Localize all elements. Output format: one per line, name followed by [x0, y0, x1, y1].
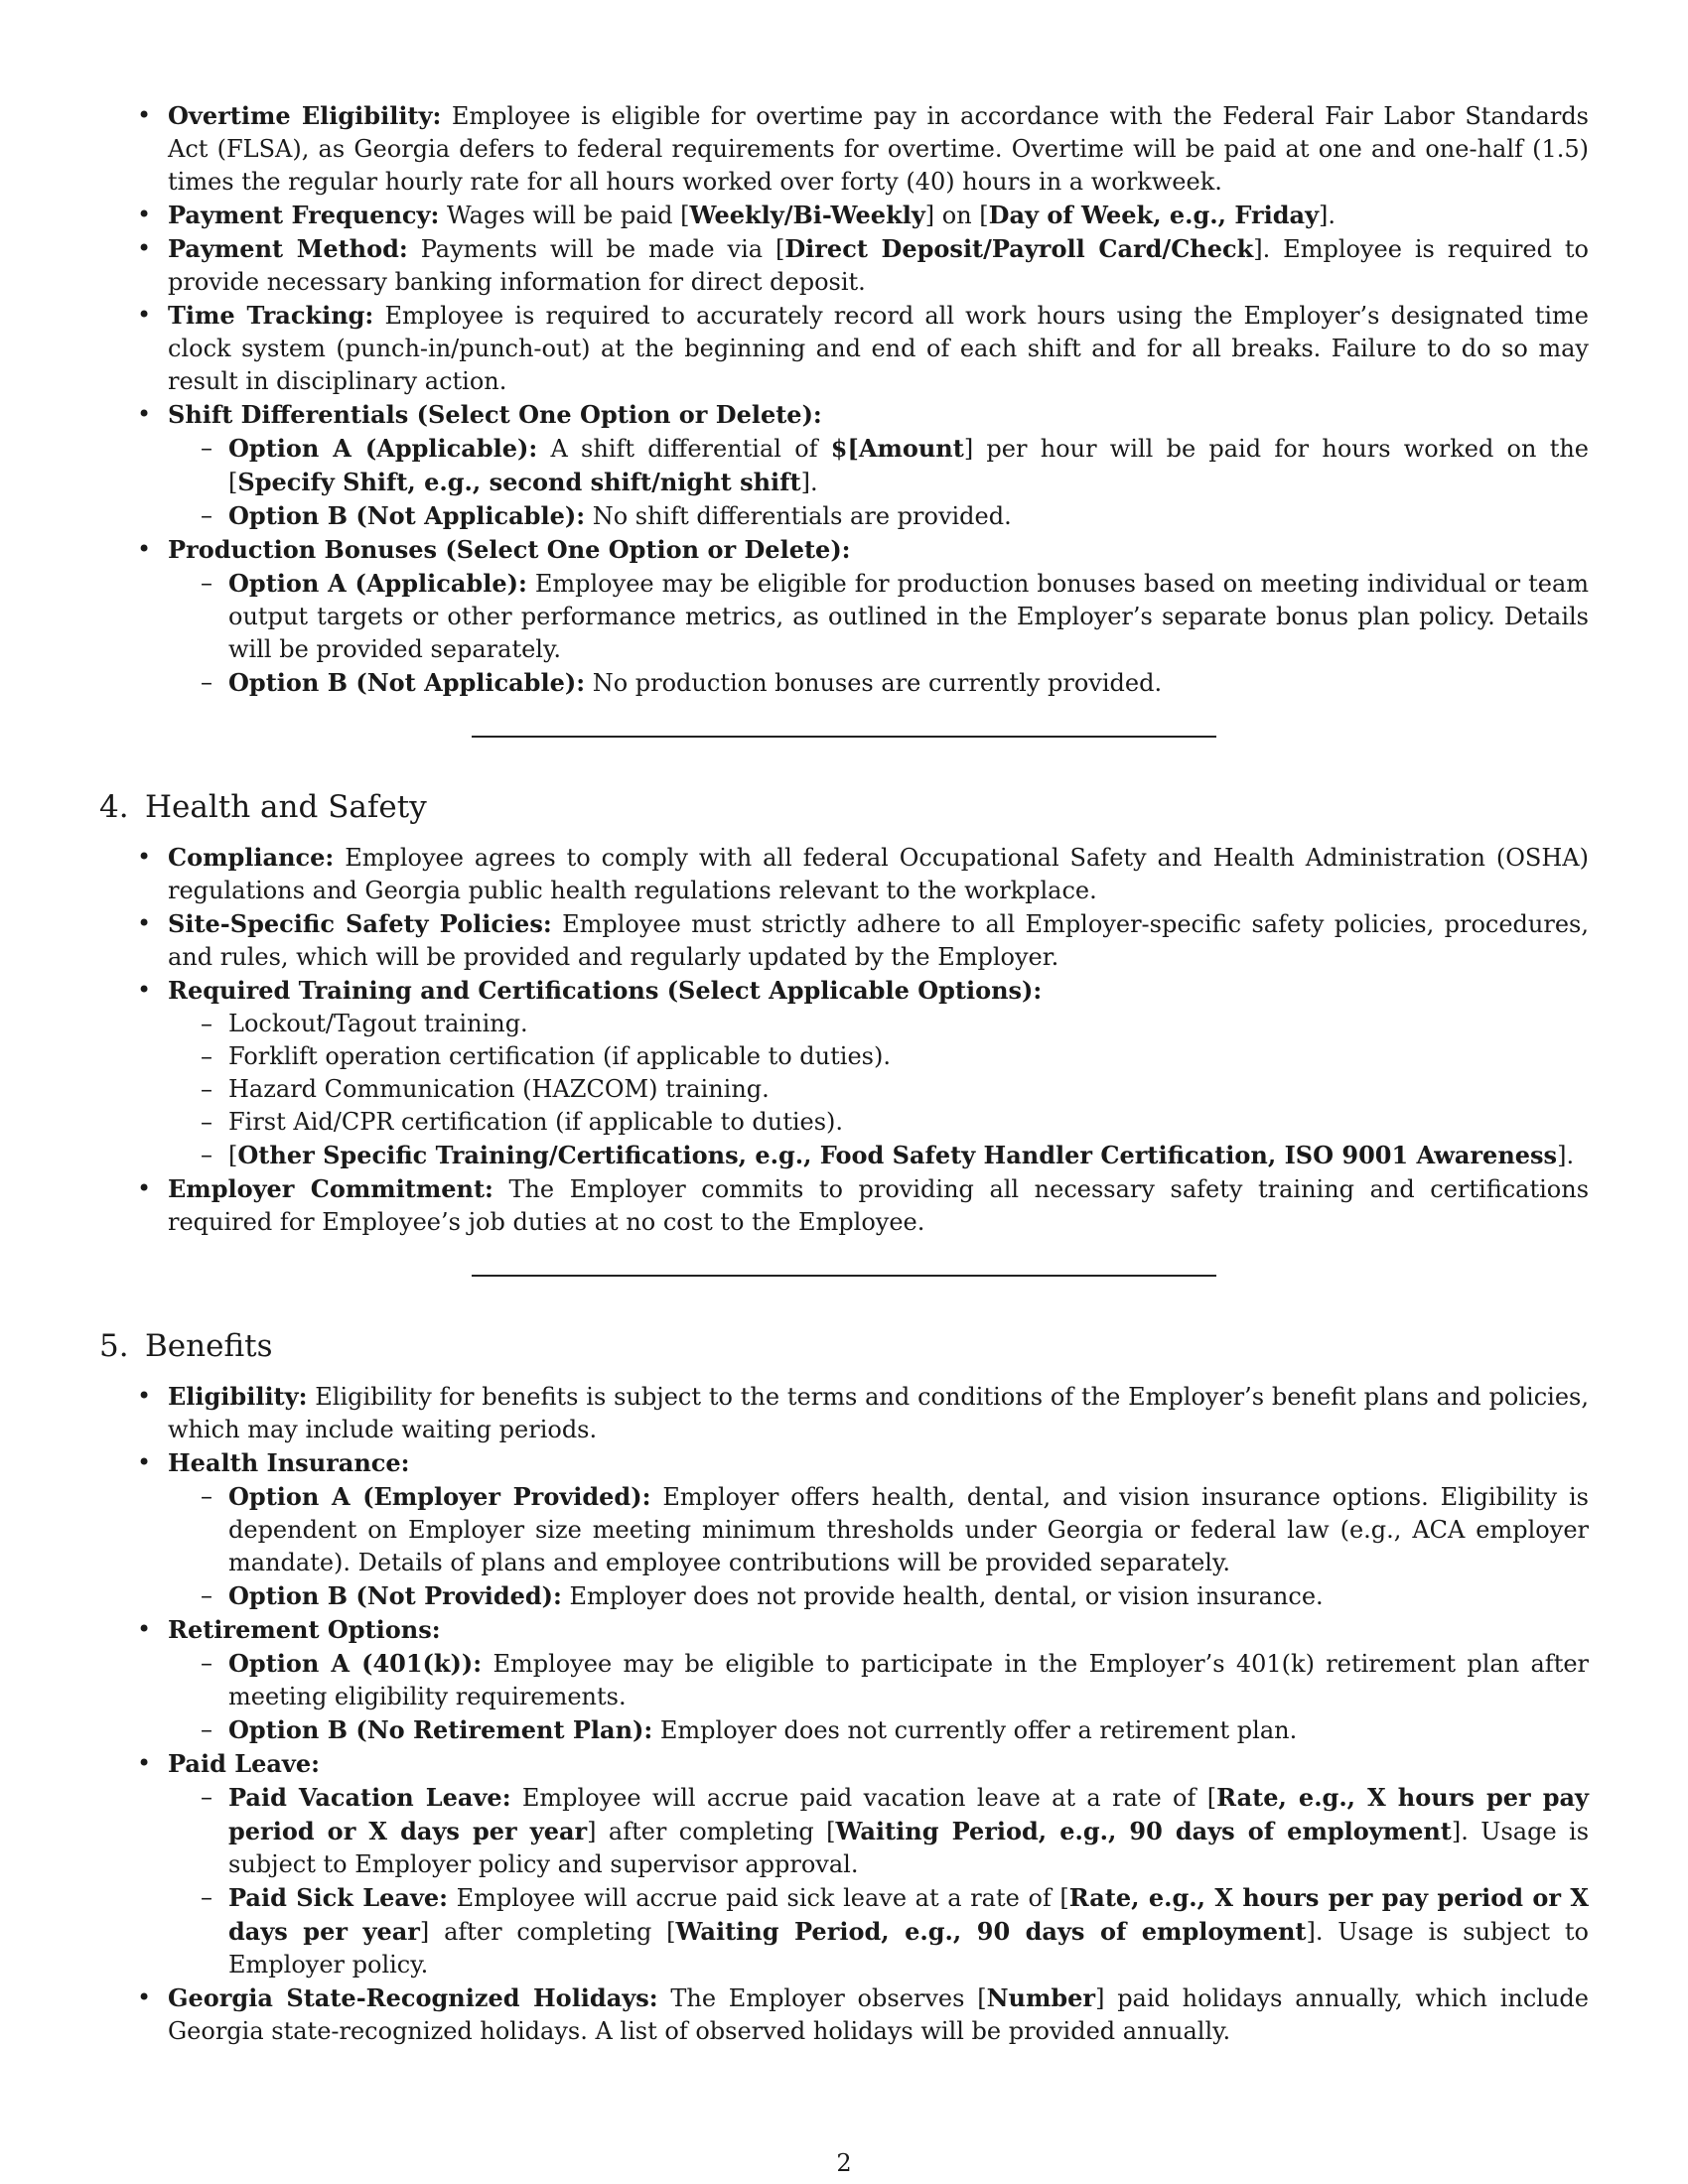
section-heading: 4. Health and Safety	[99, 789, 427, 825]
sub-list-item: – Option A (401(k)): Employee may be eligible to participate in the Employer’s 401(k) retirement plan after meeting eligibility requirements.	[168, 1647, 1589, 1713]
list-item: • Employer Commitment: The Employer commits to providing all necessary safety training and certifications required for Employee’s job duties at no cost to the Employee.	[99, 1172, 1589, 1239]
sub-list-item: – Lockout/Tagout training.	[168, 1008, 1589, 1040]
list-item: • Required Training and Certifications (Select Applicable Options): – Lockout/Tagout training. – Forklift operation certification (if applicable to duties). – Hazard Communication (HAZCOM) training. – First Aid/CPR certification (if applicable to duties). – [Other Specific Training/Certifications, e.g., Food Safety Handler Certification, ISO 9001 Awareness].	[99, 974, 1589, 1172]
list-item: • Production Bonuses (Select One Option or Delete): – Option A (Applicable): Employee may be eligible for production bonuses based on meeting individual or team output targets or other performance metrics, as outlined in the Employer’s separate bonus plan policy. Details will be provided separately. – Option B (Not Applicable): No production bonuses are currently provided.	[99, 533, 1589, 700]
sub-list-item: – First Aid/CPR certification (if applicable to duties).	[168, 1106, 1589, 1139]
section5-list	[99, 1380, 1589, 2048]
sub-list	[168, 1781, 1589, 1981]
sub-list-item: – Paid Sick Leave: Employee will accrue paid sick leave at a rate of [Rate, e.g., X hours per pay period or X days per year] after completing [Waiting Period, e.g., 90 days of employment]. Usage is subject to Employer policy.	[168, 1881, 1589, 1981]
sub-list-item: – Option B (Not Provided): Employer does not provide health, dental, or vision insurance.	[168, 1579, 1589, 1613]
sub-list-item: – Option A (Applicable): A shift differential of $[Amount] per hour will be paid for hours worked on the [Specify Shift, e.g., second shift/night shift].	[168, 432, 1589, 499]
sub-list	[168, 1480, 1589, 1613]
sub-list-item: – Option B (Not Applicable): No shift differentials are provided.	[168, 499, 1589, 533]
list-item: • Health Insurance: – Option A (Employer Provided): Employer offers health, dental, and vision insurance options. Eligibility is dependent on Employer size meeting minimum thresholds under Georgia or federal law (e.g., ACA employer mandate). Details of plans and employee contributions will be provided separately. – Option B (Not Provided): Employer does not provide health, dental, or vision insurance.	[99, 1446, 1589, 1613]
list-item: • Georgia State-Recognized Holidays: The Employer observes [Number] paid holidays annually, which include Georgia state-recognized holidays. A list of observed holidays will be provided annually.	[99, 1981, 1589, 2048]
list-item: • Compliance: Employee agrees to comply with all federal Occupational Safety and Health Administration (OSHA) regulations and Georgia public health regulations relevant to the workplace.	[99, 841, 1589, 907]
section4-list	[99, 841, 1589, 1239]
list-item: • Retirement Options: – Option A (401(k)): Employee may be eligible to participate in the Employer’s 401(k) retirement plan after meeting eligibility requirements. – Option B (No Retirement Plan): Employer does not currently offer a retirement plan.	[99, 1613, 1589, 1747]
sub-list-item: – Paid Vacation Leave: Employee will accrue paid vacation leave at a rate of [Rate, e.g., X hours per pay period or X days per year] after completing [Waiting Period, e.g., 90 days of employment]. Usage is subject to Employer policy and supervisor approval.	[168, 1781, 1589, 1881]
sub-list-item: – [Other Specific Training/Certifications, e.g., Food Safety Handler Certification, ISO 9001 Awareness].	[168, 1139, 1589, 1172]
sub-list	[168, 567, 1589, 700]
sub-list-item: – Option A (Employer Provided): Employer offers health, dental, and vision insurance options. Eligibility is dependent on Employer size meeting minimum thresholds under Georgia or federal law (e.g., ACA employer mandate). Details of plans and employee contributions will be provided separately.	[168, 1480, 1589, 1579]
section-divider	[472, 736, 1216, 738]
sub-list	[168, 1008, 1589, 1172]
sub-list-item: – Hazard Communication (HAZCOM) training.	[168, 1073, 1589, 1106]
section-divider	[472, 1275, 1216, 1277]
list-item: • Shift Differentials (Select One Option or Delete): – Option A (Applicable): A shift differential of $[Amount] per hour will be paid for hours worked on the [Specify Shift, e.g., second shift/night shift]. – Option B (Not Applicable): No shift differentials are provided.	[99, 398, 1589, 533]
list-item: • Site-Specific Safety Policies: Employee must strictly adhere to all Employer-specific safety policies, procedures, and rules, which will be provided and regularly updated by the Employer.	[99, 907, 1589, 974]
list-item: • Eligibility: Eligibility for benefits is subject to the terms and conditions of the Employer’s benefit plans and policies, which may include waiting periods.	[99, 1380, 1589, 1446]
list-item: • Paid Leave: – Paid Vacation Leave: Employee will accrue paid vacation leave at a rate of [Rate, e.g., X hours per pay period or X days per year] after completing [Waiting Period, e.g., 90 days of employment]. Usage is subject to Employer policy and supervisor approval. – Paid Sick Leave: Employee will accrue paid sick leave at a rate of [Rate, e.g., X hours per pay period or X days per year] after completing [Waiting Period, e.g., 90 days of employment]. Usage is subject to Employer policy.	[99, 1747, 1589, 1981]
section-heading: 5. Benefits	[99, 1328, 273, 1364]
list-item: • Payment Method: Payments will be made via [Direct Deposit/Payroll Card/Check]. Employee is required to provide necessary banking information for direct deposit.	[99, 232, 1589, 299]
sub-list	[168, 1647, 1589, 1747]
list-item: • Payment Frequency: Wages will be paid [Weekly/Bi-Weekly] on [Day of Week, e.g., Friday].	[99, 199, 1589, 232]
list-item: • Overtime Eligibility: Employee is eligible for overtime pay in accordance with the Federal Fair Labor Standards Act (FLSA), as Georgia defers to federal requirements for overtime. Overtime will be paid at one and one-half (1.5) times the regular hourly rate for all hours worked over forty (40) hours in a workweek.	[99, 99, 1589, 199]
sub-list	[168, 432, 1589, 533]
sub-list-item: – Forklift operation certification (if applicable to duties).	[168, 1040, 1589, 1073]
sub-list-item: – Option A (Applicable): Employee may be eligible for production bonuses based on meeting individual or team output targets or other performance metrics, as outlined in the Employer’s separate bonus plan policy. Details will be provided separately.	[168, 567, 1589, 666]
document-page	[99, 99, 1589, 2048]
page-number: 2	[836, 2149, 852, 2177]
sub-list-item: – Option B (No Retirement Plan): Employer does not currently offer a retirement plan.	[168, 1713, 1589, 1747]
list-item: • Time Tracking: Employee is required to accurately record all work hours using the Employer’s designated time clock system (punch-in/punch-out) at the beginning and end of each shift and for all breaks. Failure to do so may result in disciplinary action.	[99, 299, 1589, 398]
section3-list	[99, 99, 1589, 700]
sub-list-item: – Option B (Not Applicable): No production bonuses are currently provided.	[168, 666, 1589, 700]
